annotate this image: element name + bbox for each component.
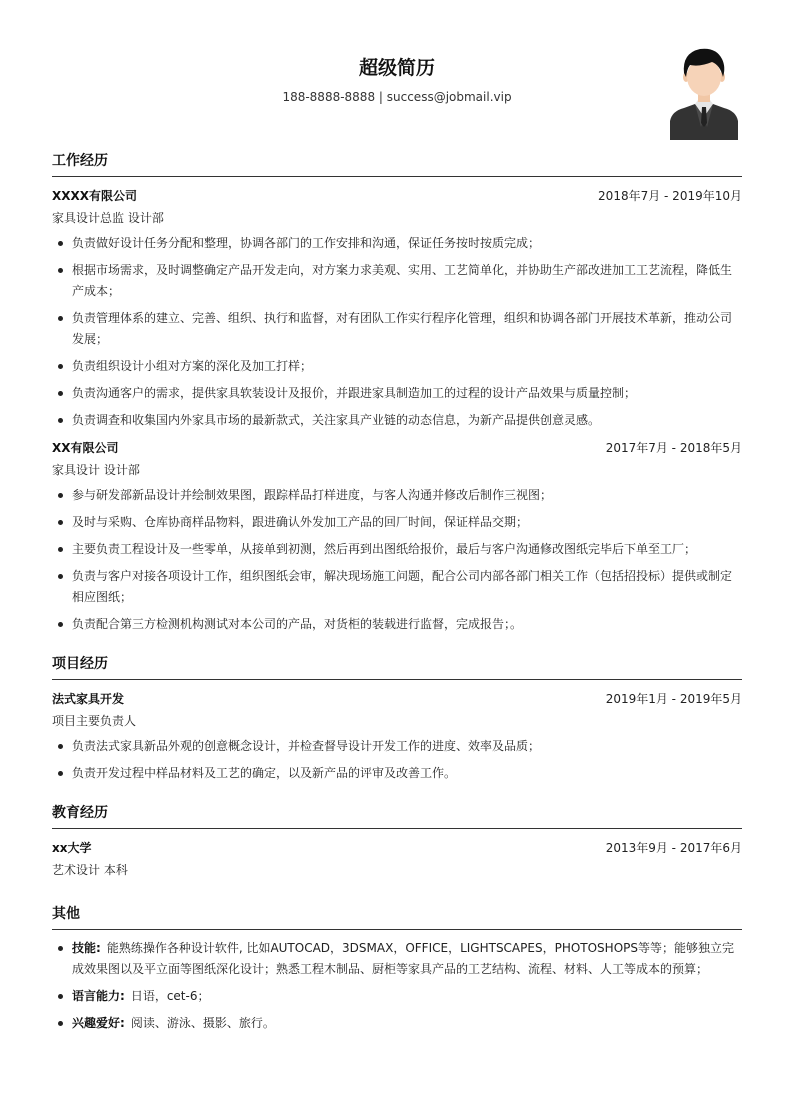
entry-role: 艺术设计 本科	[52, 863, 128, 877]
list-item: 主要负责工程设计及一些零单，从接单到初测，然后再到出图纸给报价，最后与客户沟通修改图纸完毕后下单至工厂；	[52, 539, 742, 560]
section-title: 其他	[52, 903, 742, 930]
list-item: 负责法式家具新品外观的创意概念设计，并检查督导设计开发工作的进度、效率及品质；	[52, 736, 742, 757]
avatar	[670, 45, 738, 140]
education-section	[52, 802, 742, 881]
list-item	[52, 938, 742, 980]
list-item: 负责与客户对接各项设计工作，组织图纸会审，解决现场施工问题，配合公司内部各部门相关工作（包括招投标）提供或制定相应图纸；	[52, 566, 742, 608]
item-text: 阅读、游泳、摄影、旅行。	[130, 1016, 275, 1030]
list-item: 负责组织设计小组对方案的深化及加工打样；	[52, 356, 742, 377]
section-title: 项目经历	[52, 653, 742, 680]
entry-date: 2019年1月 - 2019年5月	[605, 692, 742, 706]
item-label: 语言能力:	[72, 989, 125, 1003]
resume-name: 超级简历	[358, 57, 435, 79]
entry-org: XXXX有限公司	[52, 189, 138, 203]
list-item: 负责管理体系的建立、完善、组织、执行和监督，对有团队工作实行程序化管理，组织和协调各部门开展技术革新，推动公司发展；	[52, 308, 742, 350]
entry-date: 2018年7月 - 2019年10月	[598, 189, 742, 203]
work-entry	[52, 437, 742, 635]
education-entry	[52, 837, 742, 881]
list-item: 根据市场需求，及时调整确定产品开发走向，对方案力求美观、实用、工艺简单化，并协助生产部改进加工工艺流程，降低生产成本；	[52, 260, 742, 302]
list-item: 负责调查和收集国内外家具市场的最新款式，关注家具产业链的动态信息，为新产品提供创意灵感。	[52, 410, 742, 431]
entry-org: xx大学	[52, 841, 92, 855]
project-section	[52, 653, 742, 784]
entry-org: 法式家具开发	[52, 692, 125, 706]
entry-role: 家具设计 设计部	[52, 463, 140, 477]
section-title: 工作经历	[52, 150, 742, 177]
resume-header	[52, 0, 742, 150]
list-item: 负责配合第三方检测机构测试对本公司的产品，对货柜的装载进行监督，完成报告；。	[52, 614, 742, 635]
entry-org: XX有限公司	[52, 441, 119, 455]
work-entry	[52, 185, 742, 431]
entry-role: 家具设计总监 设计部	[52, 211, 164, 225]
entry-role: 项目主要负责人	[52, 714, 137, 728]
resume-page	[52, 0, 742, 1040]
list-item	[52, 986, 742, 1007]
list-item: 负责沟通客户的需求，提供家具软装设计及报价，并跟进家具制造加工的过程的设计产品效果与质量控制；	[52, 383, 742, 404]
item-label: 兴趣爱好:	[72, 1016, 125, 1030]
entry-date: 2013年9月 - 2017年6月	[605, 841, 742, 855]
list-item	[52, 1013, 742, 1034]
list-item: 参与研发部新品设计并绘制效果图，跟踪样品打样进度，与客人沟通并修改后制作三视图；	[52, 485, 742, 506]
item-label: 技能:	[72, 941, 101, 955]
list-item: 负责开发过程中样品材料及工艺的确定，以及新产品的评审及改善工作。	[52, 763, 742, 784]
section-title: 教育经历	[52, 802, 742, 829]
entry-date: 2017年7月 - 2018年5月	[605, 441, 742, 455]
item-text: 能熟练操作各种设计软件, 比如AUTOCAD，3DSMAX，OFFICE，LIGHTSCAPES，PHOTOSHOPS等等；能够独立完成效果图以及平立面等图纸深化设计；熟悉工程木制品、厨柜等家具产品的工艺结构、流程、材料、人工等成本的预算；	[72, 941, 735, 976]
project-entry	[52, 688, 742, 784]
other-section	[52, 903, 742, 1034]
list-item: 及时与采购、仓库协商样品物料，跟进确认外发加工产品的回厂时间，保证样品交期；	[52, 512, 742, 533]
item-text: 日语，cet-6；	[130, 989, 210, 1003]
work-section	[52, 150, 742, 635]
contact-info: 188-8888-8888 | success@jobmail.vip	[282, 90, 512, 104]
list-item: 负责做好设计任务分配和整理，协调各部门的工作安排和沟通，保证任务按时按质完成；	[52, 233, 742, 254]
